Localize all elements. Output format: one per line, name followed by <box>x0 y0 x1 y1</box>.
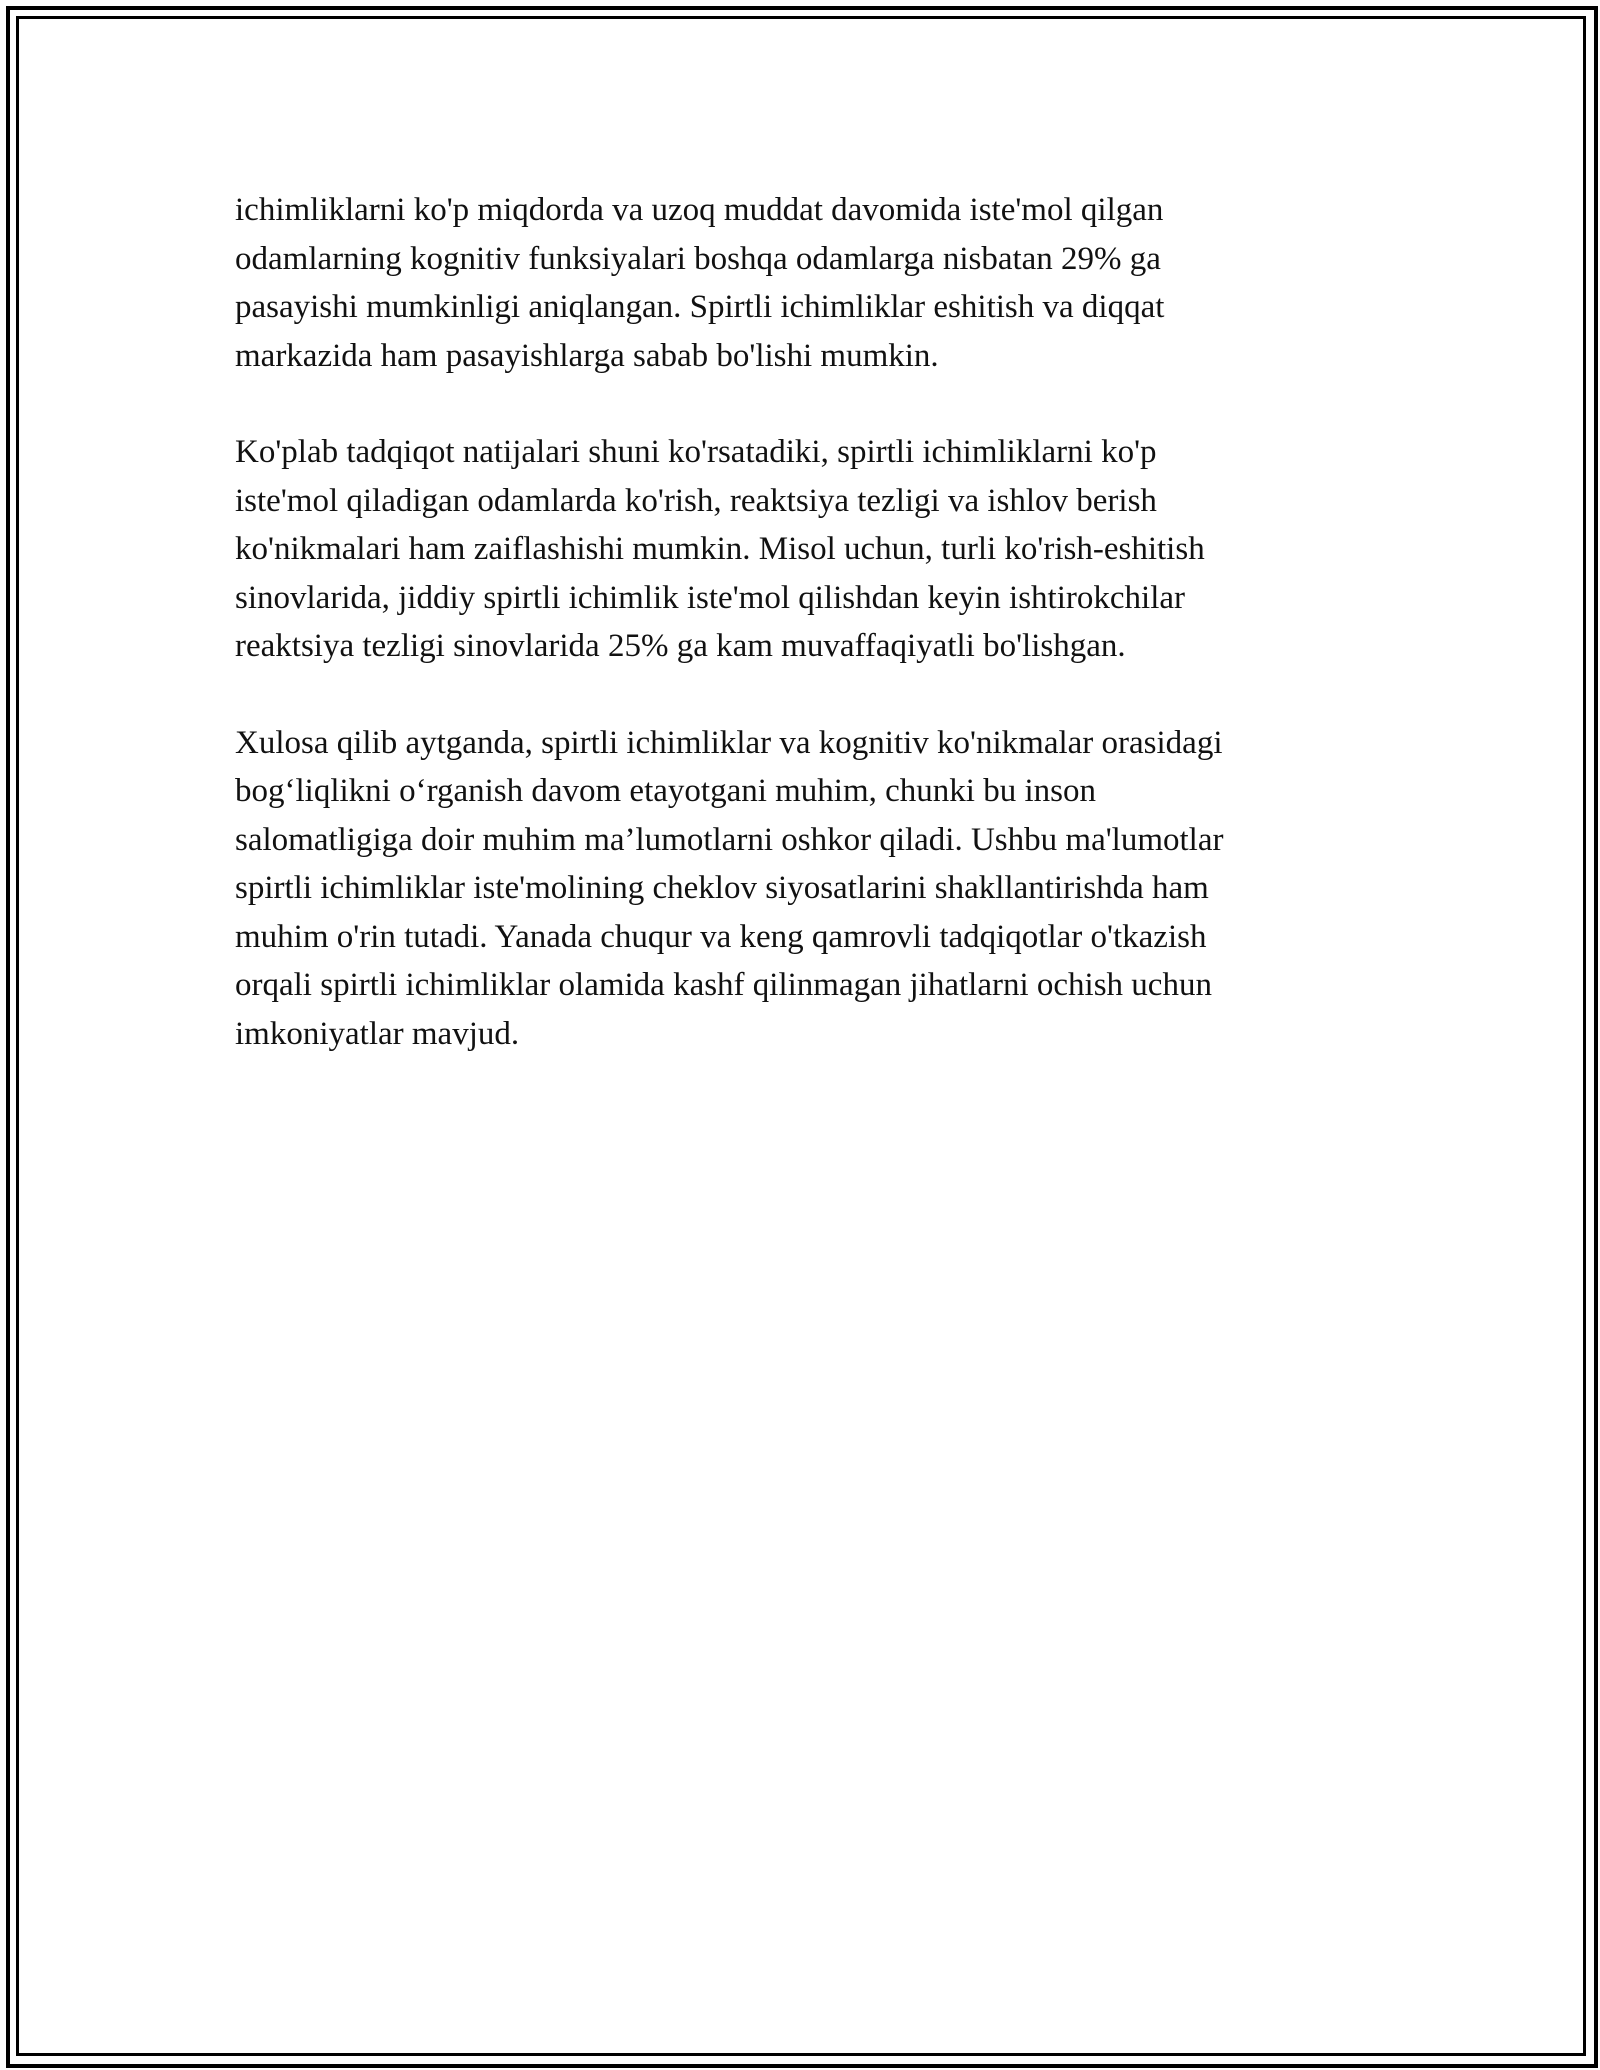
paragraph-2: Ko'plab tadqiqot natijalari shuni ko'rsatadiki, spirtli ichimliklarni ko'p iste'mol qiladigan odamlarda ko'rish, reaktsiya tezligi va ishlov berish ko'nikmalari ham zaiflashishi mumkin. Misol uchun, turli ko'rish-eshitish sinovlarida, jiddiy spirtli ichimlik iste'mol qilishdan keyin ishtirokchilar reaktsiya tezligi sinovlarida 25% ga kam muvaffaqiyatli bo'lishgan. <box>235 434 1205 664</box>
document-body <box>235 186 1355 1106</box>
paragraph-1: ichimliklarni ko'p miqdorda va uzoq muddat davomida iste'mol qilgan odamlarning kognitiv funksiyalari boshqa odamlarga nisbatan 29% ga pasayishi mumkinligi aniqlangan. Spirtli ichimliklar eshitish va diqqat markazida ham pasayishlarga sabab bo'lishi mumkin. <box>235 192 1165 374</box>
paragraph-3: Xulosa qilib aytganda, spirtli ichimliklar va kognitiv ko'nikmalar orasidagi bog‘liqlikni o‘rganish davom etayotgani muhim, chunki bu inson salomatligiga doir muhim ma’lumotlarni oshkor qiladi. Ushbu ma'lumotlar spirtli ichimliklar iste'molining cheklov siyosatlarini shakllantirishda ham muhim o'rin tutadi. Yanada chuqur va keng qamrovli tadqiqotlar o'tkazish orqali spirtli ichimliklar olamida kashf qilinmagan jihatlarni ochish uchun imkoniyatlar mavjud. <box>235 724 1224 1052</box>
